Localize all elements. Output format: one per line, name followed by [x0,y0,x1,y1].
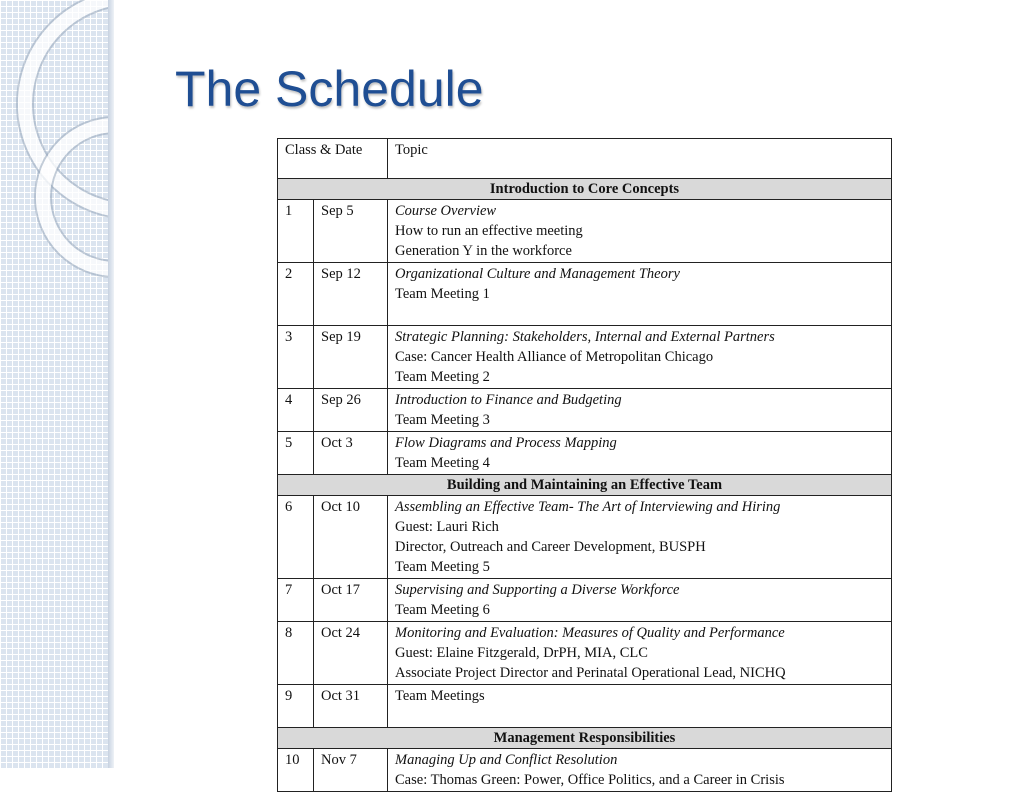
spacer-line [395,304,884,324]
topic-line: Assembling an Effective Team- The Art of Interviewing and Hiring [395,499,781,515]
slide-title: The Schedule [175,61,484,117]
table-row [278,749,892,792]
topic-line: Case: Thomas Green: Power, Office Politics, and a Career in Crisis [395,772,785,788]
class-number: 10 [278,749,314,792]
header-row [278,139,892,179]
side-decoration [0,0,112,768]
class-date: Sep 26 [314,389,388,432]
topic-line: Case: Cancer Health Alliance of Metropolitan Chicago [395,349,714,365]
class-number: 2 [278,263,314,326]
class-date: Oct 10 [314,496,388,579]
topic-line: Managing Up and Conflict Resolution [395,752,618,768]
topic-cell [388,326,892,389]
topic-line: Team Meeting 1 [395,286,490,302]
topic-line: Organizational Culture and Management Theory [395,266,680,282]
class-date: Oct 3 [314,432,388,475]
topic-line: Director, Outreach and Career Development, BUSPH [395,539,706,555]
topic-cell [388,622,892,685]
header-topic: Topic [388,139,892,179]
class-number: 4 [278,389,314,432]
topic-cell [388,685,892,728]
topic-line: Introduction to Finance and Budgeting [395,392,622,408]
topic-cell [388,200,892,263]
table-row [278,200,892,263]
class-date: Nov 7 [314,749,388,792]
class-number: 7 [278,579,314,622]
class-date: Oct 31 [314,685,388,728]
topic-cell [388,749,892,792]
class-number: 9 [278,685,314,728]
topic-line: Associate Project Director and Perinatal Operational Lead, NICHQ [395,665,786,681]
class-number: 1 [278,200,314,263]
class-number: 3 [278,326,314,389]
topic-line: Strategic Planning: Stakeholders, Internal and External Partners [395,329,775,345]
topic-cell [388,579,892,622]
topic-cell [388,389,892,432]
section-heading: Building and Maintaining an Effective Team [278,475,892,496]
spacer-line [395,706,884,726]
topic-line: How to run an effective meeting [395,223,583,239]
table-row [278,579,892,622]
class-date: Sep 12 [314,263,388,326]
side-edge [108,0,114,768]
table-row [278,685,892,728]
class-date: Sep 19 [314,326,388,389]
topic-cell [388,263,892,326]
schedule-table [277,138,892,792]
topic-cell [388,432,892,475]
topic-line: Team Meeting 5 [395,559,490,575]
topic-line: Guest: Elaine Fitzgerald, DrPH, MIA, CLC [395,645,648,661]
class-date: Oct 24 [314,622,388,685]
section-row [278,179,892,200]
section-heading: Introduction to Core Concepts [278,179,892,200]
topic-line: Team Meetings [395,688,485,704]
topic-line: Team Meeting 3 [395,412,490,428]
class-date: Sep 5 [314,200,388,263]
table-row [278,326,892,389]
topic-line: Team Meeting 6 [395,602,490,618]
topic-line: Generation Y in the workforce [395,243,572,259]
table-row [278,389,892,432]
section-row [278,475,892,496]
table-row [278,263,892,326]
table-row [278,432,892,475]
topic-line: Course Overview [395,203,497,219]
topic-line: Monitoring and Evaluation: Measures of Quality and Performance [395,625,785,641]
section-row [278,728,892,749]
topic-line: Team Meeting 4 [395,455,490,471]
header-class-date: Class & Date [278,139,388,179]
topic-cell [388,496,892,579]
table-row [278,496,892,579]
class-number: 5 [278,432,314,475]
topic-line: Guest: Lauri Rich [395,519,499,535]
topic-line: Supervising and Supporting a Diverse Workforce [395,582,680,598]
section-heading: Management Responsibilities [278,728,892,749]
class-number: 8 [278,622,314,685]
class-date: Oct 17 [314,579,388,622]
table-row [278,622,892,685]
schedule-body [278,179,892,792]
class-number: 6 [278,496,314,579]
topic-line: Team Meeting 2 [395,369,490,385]
topic-line: Flow Diagrams and Process Mapping [395,435,617,451]
